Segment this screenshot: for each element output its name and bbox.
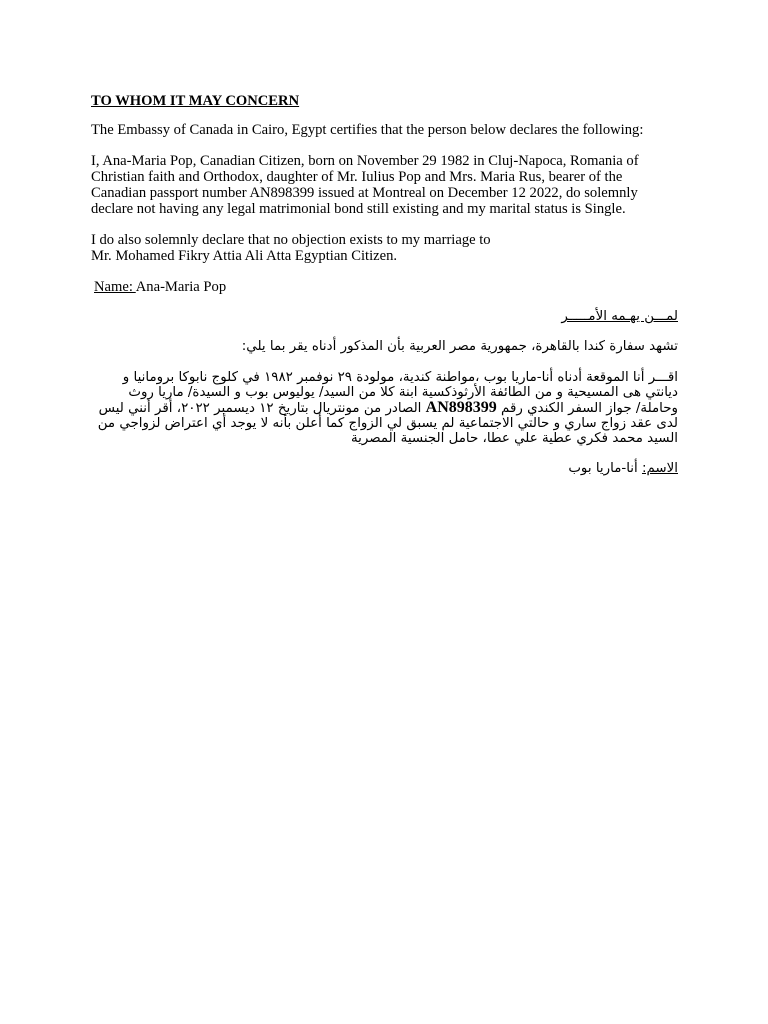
arabic-declaration-part-2: الصادر من مونتريال بتاريخ ١٢ ديسمبر ٢٠٢٢، أقر أنني ليس لدى عقد زواج ساري و حالتي الاجتماعية لم يسبق لي الزواج كما أعلن بأنه لا يوجد أي اعتراض لزواجي من السيد محمد فكري عطية علي عطا، حامل الجنسية المصرية <box>97 401 678 446</box>
name-value: Ana-Maria Pop <box>135 279 227 295</box>
document-heading: TO WHOM IT MAY CONCERN <box>91 93 300 109</box>
name-label: Name: <box>94 279 136 295</box>
name-line <box>91 279 678 295</box>
document-page <box>91 92 678 477</box>
arabic-passport-number: AN898399 <box>425 399 497 416</box>
intro-paragraph: The Embassy of Canada in Cairo, Egypt certifies that the person below declares the following: <box>91 122 644 138</box>
arabic-heading: لمـــن يهـمه الأمـــــر <box>561 309 678 324</box>
arabic-name-value: أنا-ماريا بوب <box>568 461 642 476</box>
declaration-paragraph: I, Ana-Maria Pop, Canadian Citizen, born on November 29 1982 in Cluj-Napoca, Romania of Christian faith and Orthodox, daughter of Mr. Iulius Pop and Mrs. Maria Rus, bearer of the Canadian passport number AN898399 issued at Montreal on December 12 2022, do solemnly declare not having any legal matrimonial bond still existing and my marital status is Single. <box>91 153 639 217</box>
objection-line-1: I do also solemnly declare that no objection exists to my marriage to <box>91 232 491 248</box>
arabic-name-label: الاسم: <box>641 461 678 476</box>
arabic-name-line <box>91 461 678 477</box>
arabic-intro-paragraph: تشهد سفارة كندا بالقاهرة، جمهورية مصر العربية بأن المذكور أدناه يقر بما يلي: <box>241 339 678 354</box>
arabic-declaration-part-1: اقـــر أنا الموقعة أدناه أنا-ماريا بوب ،مواطنة كندية، مولودة ٢٩ نوفمبر ١٩٨٢ في كلوج نابوكا برومانيا و ديانتي هى المسيحية و من الطائفة الأرثوذكسية ابنة كلا من السيد/ يوليوس بوب و السيدة/ ماريا روث وحاملة/ جواز السفر الكندي رقم <box>122 370 678 416</box>
arabic-declaration-paragraph <box>91 370 678 446</box>
objection-line-2: Mr. Mohamed Fikry Attia Ali Atta Egyptian Citizen. <box>91 248 398 264</box>
objection-paragraph <box>91 232 678 264</box>
